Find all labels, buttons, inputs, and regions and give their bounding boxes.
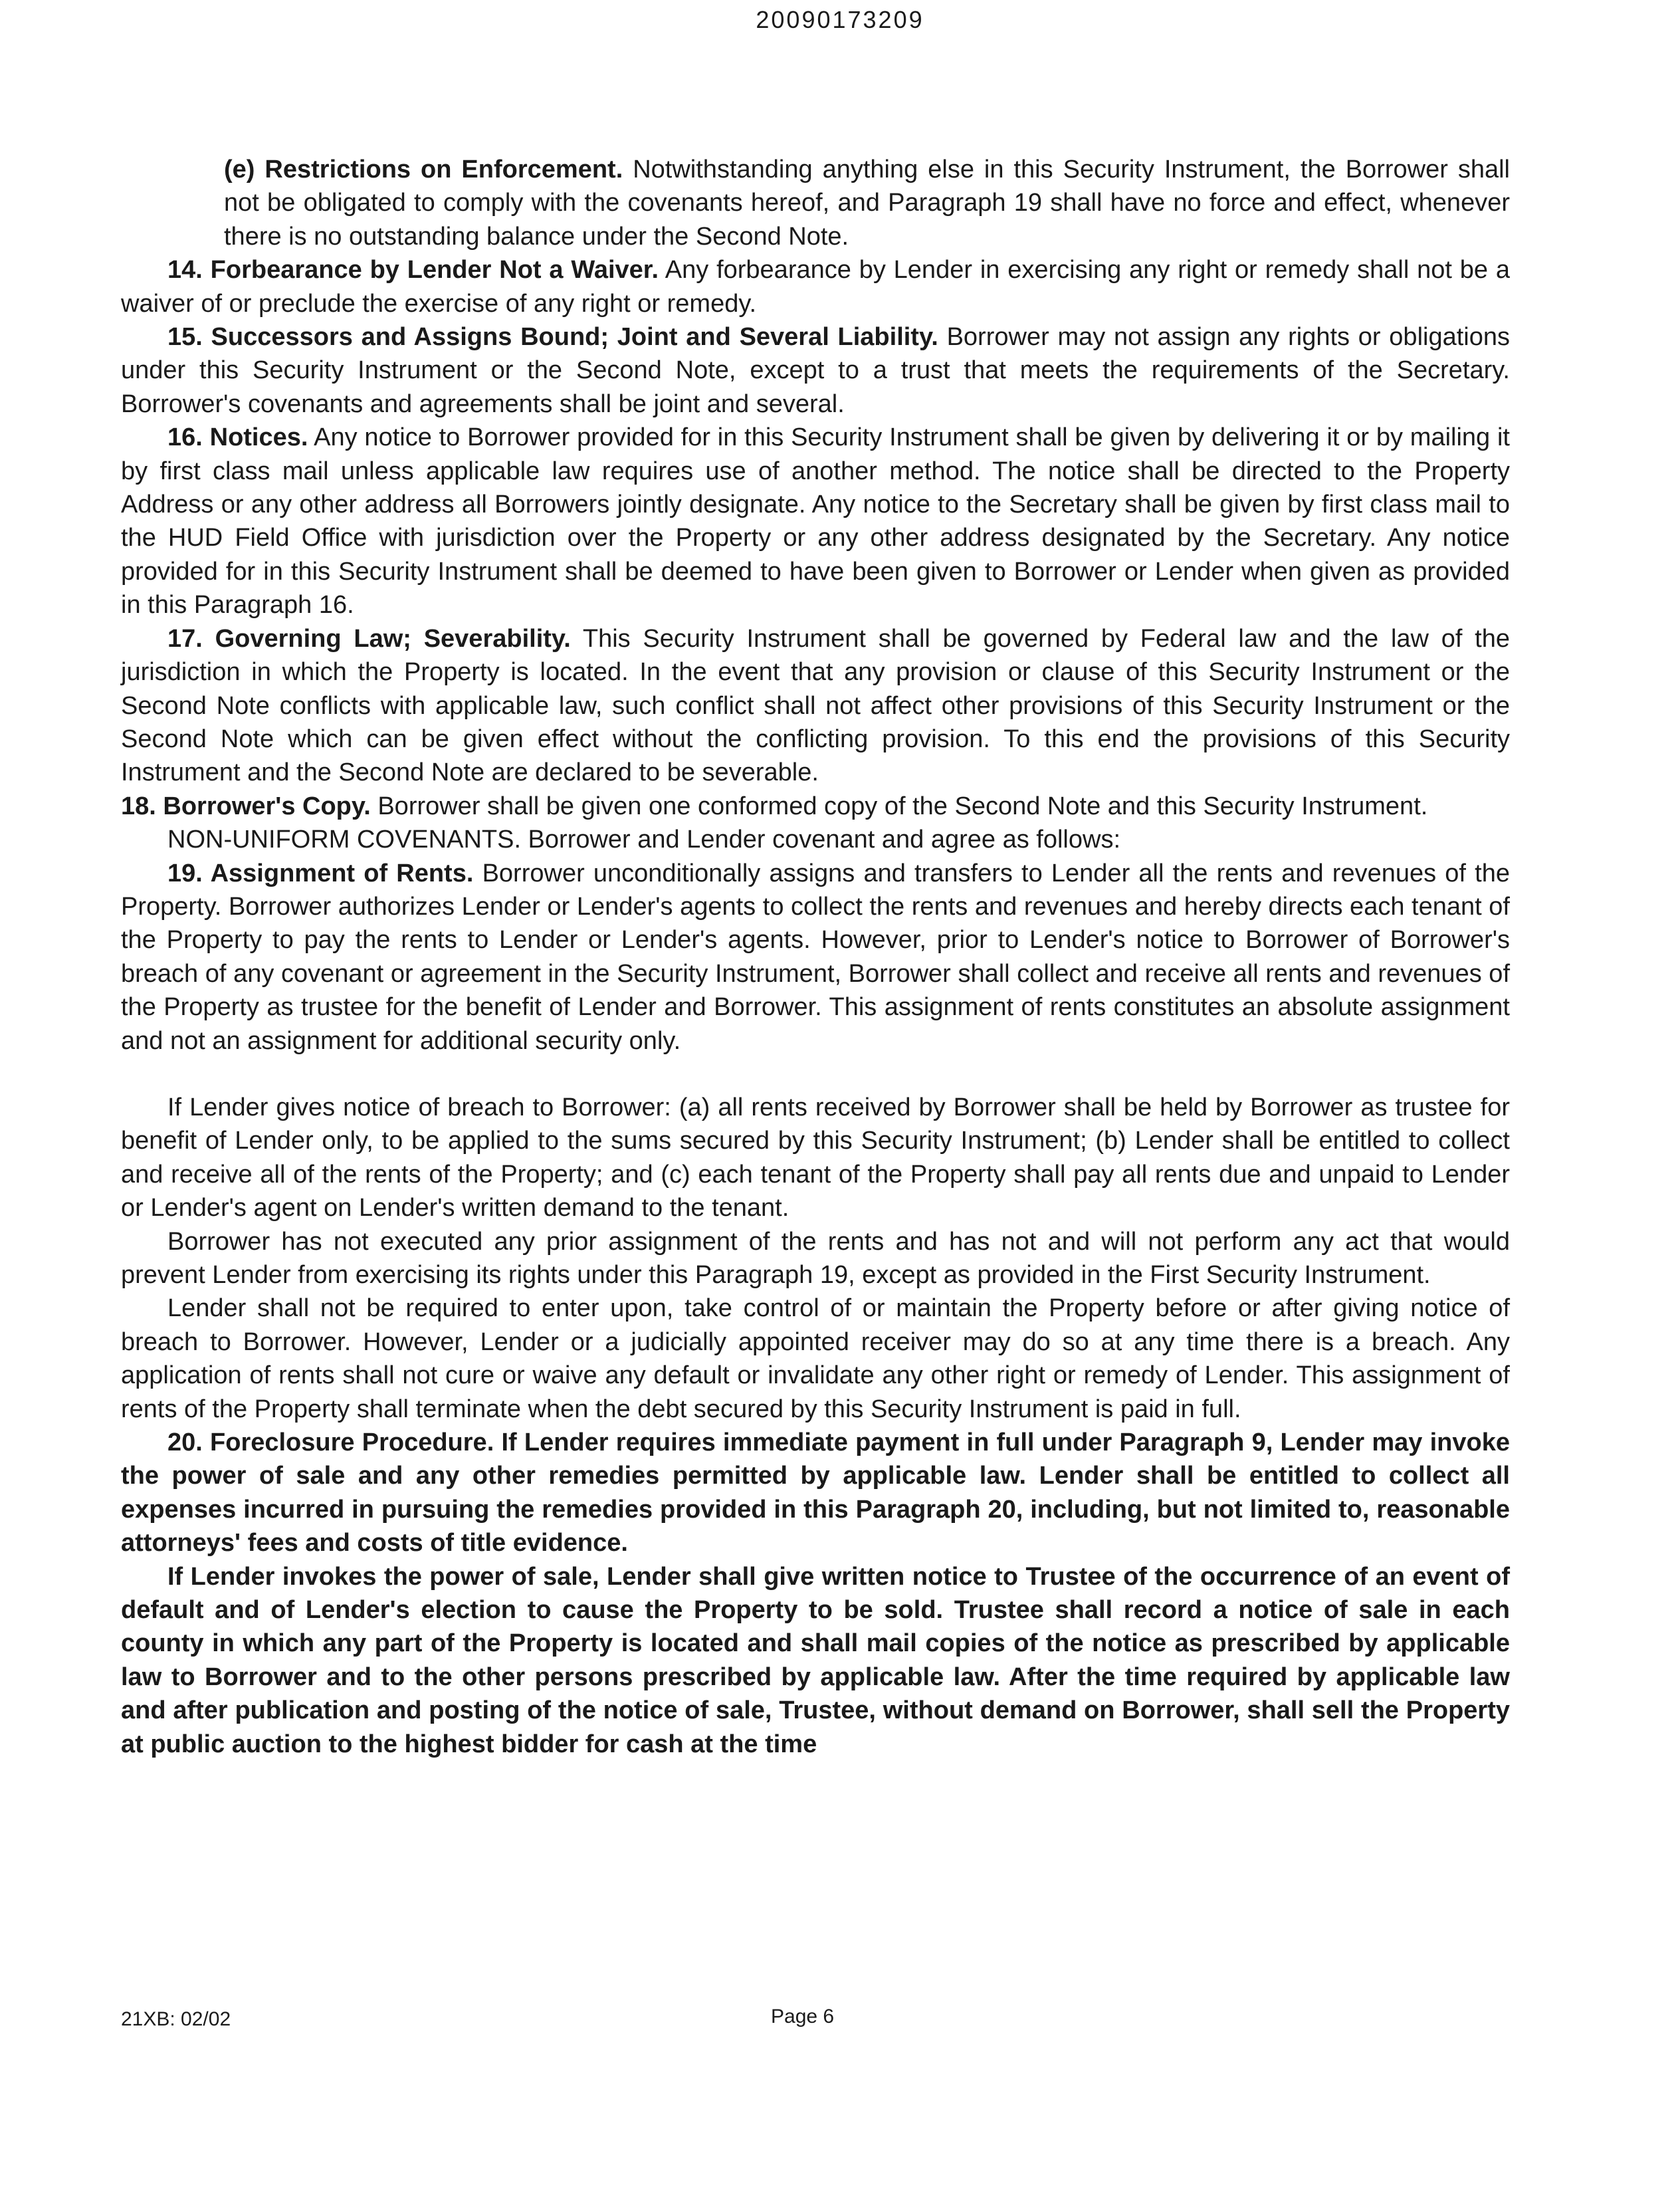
- section-20-heading: 20. Foreclosure Procedure.: [167, 1429, 494, 1457]
- section-16-text: Any notice to Borrower provided for in this Security Instrument shall be given by delivering it or by mailing it by first class mail unless applicable law requires use of another method. The notice shall be directed to the Property Address or any other address all Borrowers jointly designate. Any notice to the Secretary shall be given by first class mail to the HUD Field Office with jurisdiction over the Property or any other address designated by the Secretary. Any notice provided for in this Security Instrument shall be deemed to have been given to Borrower or Lender when given as provided in this Paragraph 16.: [121, 423, 1510, 620]
- document-body: [121, 153, 1510, 1761]
- paragraph-20: [121, 1426, 1510, 1560]
- section-16-heading: 16. Notices.: [167, 423, 308, 452]
- section-19-text: Borrower unconditionally assigns and transfers to Lender all the rents and revenues of the Property. Borrower authorizes Lender or Lender's agents to collect the rents and revenues and hereby directs each tenant of the Property to pay the rents to Lender or Lender's agents. However, prior to Lender's notice to Borrower of Borrower's breach of any covenant or agreement in the Security Instrument, Borrower shall collect and receive all rents and revenues of the Property as trustee for the benefit of Lender and Borrower. This assignment of rents constitutes an absolute assignment and not an assignment for additional security only.: [121, 859, 1510, 1055]
- section-20-text: If Lender requires immediate payment in full under Paragraph 9, Lender may invoke the power of sale and any other remedies permitted by applicable law. Lender shall be entitled to collect all expenses incurred in pursuing the remedies provided in this Paragraph 20, including, but not limited to, reasonable attorneys' fees and costs of title evidence.: [121, 1429, 1510, 1557]
- paragraph-lender-control: Lender shall not be required to enter upon, take control of or maintain the Property before or after giving notice of breach to Borrower. However, Lender or a judicially appointed receiver may do so at any time there is a breach. Any application of rents shall not cure or waive any default or invalidate any other right or remedy of Lender. This assignment of rents of the Property shall terminate when the debt secured by this Security Instrument is paid in full.: [121, 1294, 1510, 1423]
- paragraph-14: [121, 253, 1510, 320]
- section-e-heading: (e) Restrictions on Enforcement.: [224, 156, 623, 183]
- section-15-text: Borrower may not assign any rights or obligations under this Security Instrument or the Second Note, except to a trust that meets the requirements of the Secretary. Borrower's covenants and agreements shall be joint and several.: [121, 323, 1510, 418]
- paragraph-breach-notice: If Lender gives notice of breach to Borrower: (a) all rents received by Borrower shall be held by Borrower as trustee for benefit of Lender only, to be applied to the sums secured by this Security Instrument; (b) Lender shall be entitled to collect and receive all of the rents of the Property; and (c) each tenant of the Property shall pay all rents due and unpaid to Lender or Lender's agent on Lender's written demand to the tenant.: [121, 1093, 1510, 1222]
- paragraph-16: [121, 421, 1510, 622]
- footer-form-id: 21XB: 02/02: [121, 2008, 231, 2030]
- paragraph-18: [121, 790, 1510, 823]
- document-number: 20090173209: [756, 6, 924, 33]
- footer-page-number: Page 6: [771, 2006, 835, 2027]
- section-18-heading: 18. Borrower's Copy.: [121, 792, 371, 820]
- section-17-text: This Security Instrument shall be governed by Federal law and the law of the jurisdiction in which the Property is located. In the event that any provision or clause of this Security Instrument or the Second Note conflicts with applicable law, such conflict shall not affect other provisions of this Security Instrument or the Second Note which can be given effect without the conflicting provision. To this end the provisions of this Security Instrument and the Second Note are declared to be severable.: [121, 624, 1511, 787]
- paragraph-17: [121, 622, 1510, 790]
- paragraph-power-of-sale: If Lender invokes the power of sale, Lender shall give written notice to Trustee of the occurrence of an event of default and of Lender's election to cause the Property to be sold. Trustee shall record a notice of sale in each county in which any part of the Property is located and shall mail copies of the notice as prescribed by applicable law to Borrower and to the other persons prescribed by applicable law. After the time required by applicable law and after publication and posting of the notice of sale, Trustee, without demand on Borrower, shall sell the Property at public auction to the highest bidder for cash at the time: [121, 1562, 1510, 1758]
- paragraph-e: [224, 153, 1510, 253]
- paragraph-19: [121, 857, 1510, 1058]
- non-uniform-covenants: NON-UNIFORM COVENANTS. Borrower and Lender covenant and agree as follows:: [167, 826, 1120, 854]
- section-e-text: Notwithstanding anything else in this Security Instrument, the Borrower shall not be obligated to comply with the covenants hereof, and Paragraph 19 shall have no force and effect, whenever there is no outstanding balance under the Second Note.: [224, 156, 1510, 251]
- section-17-heading: 17. Governing Law; Severability.: [167, 624, 571, 653]
- section-15-heading: 15. Successors and Assigns Bound; Joint and Several Liability.: [167, 323, 938, 352]
- paragraph-prior-assignment: Borrower has not executed any prior assignment of the rents and has not and will not perform any act that would prevent Lender from exercising its rights under this Paragraph 19, except as provided in the First Security Instrument.: [121, 1227, 1510, 1289]
- paragraph-15: [121, 320, 1510, 421]
- section-18-text: Borrower shall be given one conformed copy of the Second Note and this Security Instrument.: [370, 792, 1428, 820]
- section-14-text: Any forbearance by Lender in exercising any right or remedy shall not be a waiver of or preclude the exercise of any right or remedy.: [121, 256, 1510, 318]
- section-19-heading: 19. Assignment of Rents.: [167, 859, 474, 887]
- section-14-heading: 14. Forbearance by Lender Not a Waiver.: [167, 256, 659, 285]
